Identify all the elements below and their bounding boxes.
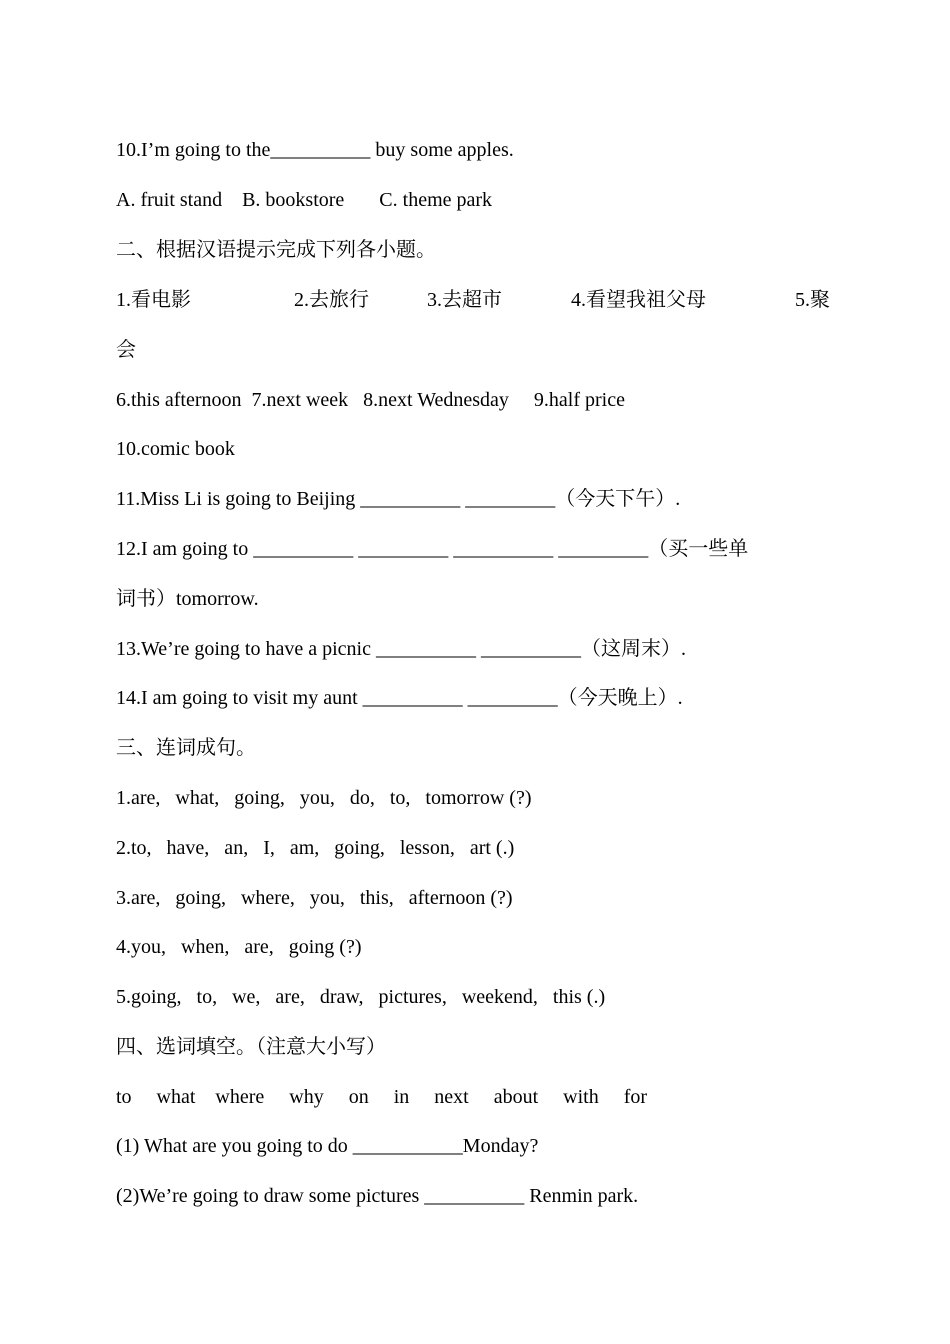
fill-blank-2: (2)We’re going to draw some pictures __________ Renmin park.	[116, 1185, 639, 1207]
sentence-4: 4.you, when, are, going (?)	[116, 936, 362, 958]
hint-1: 1.看电影	[116, 289, 191, 311]
hint-5: 5.聚	[795, 289, 830, 311]
question-12-line-2: 词书）tomorrow.	[116, 588, 259, 610]
hint-4: 4.看望我祖父母	[571, 289, 706, 311]
section-4-title: 四、选词填空。（注意大小写）	[116, 1036, 386, 1058]
question-14: 14.I am going to visit my aunt __________ _________（今天晚上）.	[116, 687, 683, 709]
section-3-title: 三、连词成句。	[116, 737, 256, 759]
question-10: 10.I’m going to the__________ buy some apples.	[116, 139, 514, 161]
question-13: 13.We’re going to have a picnic __________ __________（这周末）.	[116, 638, 686, 660]
sentence-3: 3.are, going, where, you, this, afternoon (?)	[116, 887, 513, 909]
word-bank: to what where why on in next about with for	[116, 1086, 648, 1108]
question-11: 11.Miss Li is going to Beijing __________ _________（今天下午）.	[116, 488, 681, 510]
question-12-line-1: 12.I am going to __________ _________ __________ _________（买一些单	[116, 538, 749, 560]
hints-row-1-continued: 会	[116, 339, 136, 361]
hints-row-3: 10.comic book	[116, 438, 235, 460]
hints-row-1	[116, 288, 836, 312]
section-2-title: 二、根据汉语提示完成下列各小题。	[116, 239, 436, 261]
fill-blank-1: (1) What are you going to do ___________Monday?	[116, 1135, 539, 1157]
sentence-5: 5.going, to, we, are, draw, pictures, weekend, this (.)	[116, 986, 606, 1008]
hint-3: 3.去超市	[427, 289, 502, 311]
question-10-options: A. fruit stand B. bookstore C. theme park	[116, 189, 493, 211]
hint-2: 2.去旅行	[294, 289, 369, 311]
hints-row-2: 6.this afternoon 7.next week 8.next Wednesday 9.half price	[116, 389, 625, 411]
sentence-1: 1.are, what, going, you, do, to, tomorrow (?)	[116, 787, 532, 809]
sentence-2: 2.to, have, an, I, am, going, lesson, art (.)	[116, 837, 515, 859]
